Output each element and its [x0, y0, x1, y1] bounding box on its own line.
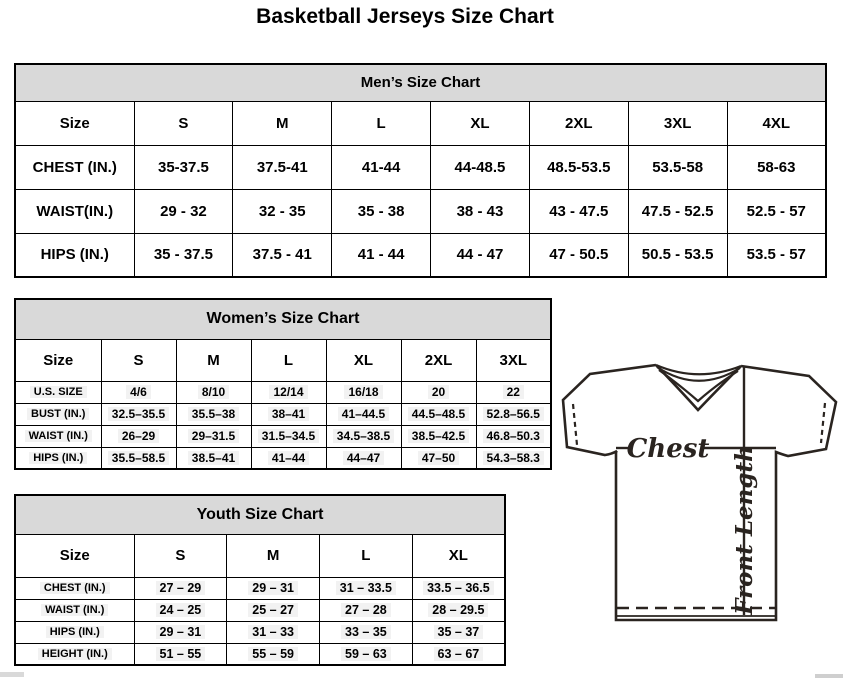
women-value-cell: 22 [476, 381, 551, 403]
men-value-cell: 37.5-41 [233, 145, 332, 189]
women-value-cell: 12/14 [251, 381, 326, 403]
men-value-cell: 44-48.5 [431, 145, 530, 189]
women-table-row [15, 381, 551, 403]
youth-value-cell: 63 – 67 [412, 643, 505, 665]
youth-row-label: WAIST (IN.) [15, 599, 134, 621]
women-table-row [15, 403, 551, 425]
youth-value-cell: 29 – 31 [134, 621, 227, 643]
men-chart-title: Men’s Size Chart [15, 64, 826, 101]
youth-value-cell: 51 – 55 [134, 643, 227, 665]
youth-table-row [15, 643, 505, 665]
youth-table-row [15, 599, 505, 621]
men-value-cell: 41 - 44 [332, 233, 431, 277]
women-row-label: U.S. SIZE [15, 381, 101, 403]
men-row-label: HIPS (IN.) [15, 233, 134, 277]
women-value-cell: 8/10 [176, 381, 251, 403]
youth-value-cell: 59 – 63 [320, 643, 413, 665]
men-value-cell: 32 - 35 [233, 189, 332, 233]
youth-value-cell: 28 – 29.5 [412, 599, 505, 621]
women-size-header-3xl: 3XL [476, 339, 551, 381]
men-value-cell: 52.5 - 57 [727, 189, 826, 233]
women-value-cell: 35.5–58.5 [101, 447, 176, 469]
men-size-header-3xl: 3XL [628, 101, 727, 145]
women-value-cell: 35.5–38 [176, 403, 251, 425]
front-length-label: Front Length [731, 445, 758, 615]
men-value-cell: 53.5 - 57 [727, 233, 826, 277]
scrollbar-fragment-right[interactable] [815, 674, 843, 678]
women-value-cell: 29–31.5 [176, 425, 251, 447]
men-value-cell: 35-37.5 [134, 145, 233, 189]
men-value-cell: 47.5 - 52.5 [628, 189, 727, 233]
men-size-header-xl: XL [431, 101, 530, 145]
men-size-header-2xl: 2XL [529, 101, 628, 145]
right-sleeve-dashed-line [821, 403, 825, 443]
women-value-cell: 41–44.5 [326, 403, 401, 425]
men-size-header-s: S [134, 101, 233, 145]
men-value-cell: 48.5-53.5 [529, 145, 628, 189]
men-value-cell: 35 - 38 [332, 189, 431, 233]
women-value-cell: 46.8–50.3 [476, 425, 551, 447]
scrollbar-fragment-left[interactable] [0, 672, 24, 677]
women-value-cell: 32.5–35.5 [101, 403, 176, 425]
youth-value-cell: 27 – 29 [134, 577, 227, 599]
jersey-outline [563, 365, 836, 620]
youth-size-column-header: Size [15, 534, 134, 577]
youth-size-header-xl: XL [412, 534, 505, 577]
women-value-cell: 26–29 [101, 425, 176, 447]
men-value-cell: 53.5-58 [628, 145, 727, 189]
women-value-cell: 44–47 [326, 447, 401, 469]
men-value-cell: 37.5 - 41 [233, 233, 332, 277]
women-value-cell: 54.3–58.3 [476, 447, 551, 469]
mens-size-chart-table [14, 63, 827, 278]
men-row-label: WAIST(IN.) [15, 189, 134, 233]
women-chart-title: Women’s Size Chart [15, 299, 551, 339]
women-size-header-s: S [101, 339, 176, 381]
men-value-cell: 43 - 47.5 [529, 189, 628, 233]
men-size-header-l: L [332, 101, 431, 145]
men-size-header-4xl: 4XL [727, 101, 826, 145]
youth-value-cell: 27 – 28 [320, 599, 413, 621]
youth-value-cell: 33 – 35 [320, 621, 413, 643]
men-table-row [15, 145, 826, 189]
left-sleeve-dashed-line [573, 404, 577, 445]
women-size-column-header: Size [15, 339, 101, 381]
youth-value-cell: 55 – 59 [227, 643, 320, 665]
men-value-cell: 47 - 50.5 [529, 233, 628, 277]
women-size-header-m: M [176, 339, 251, 381]
jersey-diagram-svg [556, 358, 843, 679]
youth-value-cell: 33.5 – 36.5 [412, 577, 505, 599]
men-size-header-m: M [233, 101, 332, 145]
women-value-cell: 16/18 [326, 381, 401, 403]
women-value-cell: 47–50 [401, 447, 476, 469]
women-row-label: WAIST (IN.) [15, 425, 101, 447]
women-value-cell: 44.5–48.5 [401, 403, 476, 425]
youth-chart-title: Youth Size Chart [15, 495, 505, 534]
men-size-column-header: Size [15, 101, 134, 145]
youth-value-cell: 31 – 33.5 [320, 577, 413, 599]
youth-value-cell: 24 – 25 [134, 599, 227, 621]
women-value-cell: 38–41 [251, 403, 326, 425]
women-value-cell: 4/6 [101, 381, 176, 403]
women-value-cell: 31.5–34.5 [251, 425, 326, 447]
men-value-cell: 35 - 37.5 [134, 233, 233, 277]
youth-size-header-m: M [227, 534, 320, 577]
youth-row-label: HIPS (IN.) [15, 621, 134, 643]
chest-label: Chest [626, 434, 710, 464]
men-row-label: CHEST (IN.) [15, 145, 134, 189]
men-value-cell: 58-63 [727, 145, 826, 189]
women-value-cell: 38.5–41 [176, 447, 251, 469]
youth-size-chart-table [14, 494, 506, 666]
youth-value-cell: 25 – 27 [227, 599, 320, 621]
women-table-row [15, 425, 551, 447]
women-row-label: HIPS (IN.) [15, 447, 101, 469]
women-value-cell: 41–44 [251, 447, 326, 469]
men-value-cell: 29 - 32 [134, 189, 233, 233]
women-table-row [15, 447, 551, 469]
jersey-measurement-diagram [556, 358, 843, 679]
women-size-header-l: L [251, 339, 326, 381]
women-size-header-xl: XL [326, 339, 401, 381]
collar-outer-v [656, 365, 741, 410]
youth-table-row [15, 621, 505, 643]
women-value-cell: 38.5–42.5 [401, 425, 476, 447]
women-size-header-2xl: 2XL [401, 339, 476, 381]
womens-size-chart-table [14, 298, 552, 470]
men-value-cell: 50.5 - 53.5 [628, 233, 727, 277]
youth-row-label: CHEST (IN.) [15, 577, 134, 599]
youth-table-row [15, 577, 505, 599]
men-value-cell: 41-44 [332, 145, 431, 189]
men-value-cell: 38 - 43 [431, 189, 530, 233]
women-value-cell: 52.8–56.5 [476, 403, 551, 425]
men-table-row [15, 233, 826, 277]
men-value-cell: 44 - 47 [431, 233, 530, 277]
women-value-cell: 34.5–38.5 [326, 425, 401, 447]
men-table-row [15, 189, 826, 233]
youth-value-cell: 29 – 31 [227, 577, 320, 599]
women-row-label: BUST (IN.) [15, 403, 101, 425]
youth-value-cell: 35 – 37 [412, 621, 505, 643]
youth-size-header-l: L [320, 534, 413, 577]
youth-value-cell: 31 – 33 [227, 621, 320, 643]
page-title: Basketball Jerseys Size Chart [256, 5, 554, 28]
women-value-cell: 20 [401, 381, 476, 403]
youth-size-header-s: S [134, 534, 227, 577]
youth-row-label: HEIGHT (IN.) [15, 643, 134, 665]
